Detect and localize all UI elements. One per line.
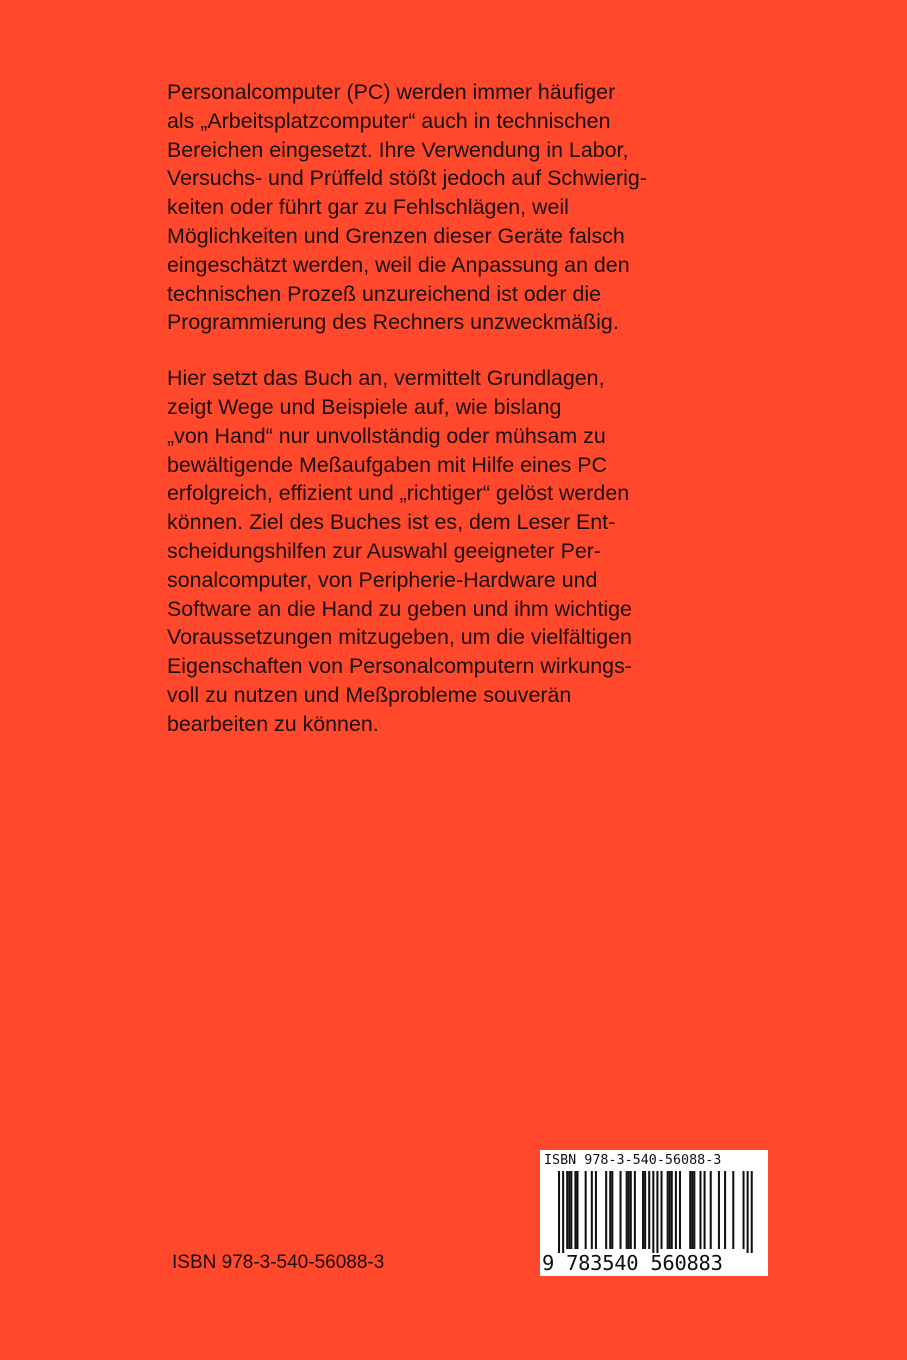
- barcode-bars: [540, 1171, 768, 1253]
- barcode-digits: 9 783540 560883: [542, 1251, 723, 1275]
- blurb-line: keiten oder führt gar zu Fehlschlägen, weil: [167, 195, 569, 220]
- blurb-line: Hier setzt das Buch an, vermittelt Grundlagen,: [167, 366, 605, 391]
- blurb-line: voll zu nutzen und Meßprobleme souverän: [167, 682, 572, 707]
- barcode-bar: [628, 1171, 630, 1249]
- barcode-bar: [743, 1171, 745, 1249]
- back-cover-blurb: [167, 78, 727, 739]
- barcode-bar: [568, 1171, 570, 1249]
- barcode-bar: [747, 1171, 749, 1253]
- barcode-bar: [576, 1171, 578, 1249]
- blurb-line: sonalcomputer, von Peripherie-Hardware und: [167, 567, 598, 592]
- barcode-bar: [648, 1171, 650, 1249]
- blurb-line: Voraussetzungen mitzugeben, um die vielfältigen: [167, 625, 632, 650]
- barcode-bar: [634, 1171, 636, 1249]
- blurb-line: eingeschätzt werden, weil die Anpassung an den: [167, 252, 630, 277]
- blurb-line: Möglichkeiten und Grenzen dieser Geräte falsch: [167, 223, 625, 248]
- barcode-bar: [656, 1171, 658, 1253]
- blurb-line: erfolgreich, effizient und „richtiger“ gelöst werden: [167, 481, 630, 506]
- barcode-bar: [626, 1171, 628, 1249]
- barcode-bar: [671, 1171, 673, 1249]
- barcode-bar: [570, 1171, 572, 1249]
- blurb-line: „von Hand“ nur unvollständig oder mühsam zu: [167, 423, 606, 448]
- barcode-bar: [679, 1171, 681, 1249]
- barcode-bar: [609, 1171, 611, 1249]
- isbn-label: ISBN 978-3-540-56088-3: [172, 1252, 385, 1273]
- blurb-line: bewältigende Meßaufgaben mit Hilfe eines PC: [167, 452, 607, 477]
- isbn-barcode: [540, 1150, 768, 1276]
- barcode-bar: [724, 1171, 726, 1249]
- blurb-paragraph-1: [167, 78, 727, 337]
- blurb-line: Bereichen eingesetzt. Ihre Verwendung in Labor,: [167, 137, 629, 162]
- blurb-line: als „Arbeitsplatzcomputer“ auch in technischen: [167, 108, 611, 133]
- barcode-bar: [710, 1171, 712, 1249]
- barcode-bar: [644, 1171, 646, 1249]
- barcode-isbn-text: ISBN 978-3-540-56088-3: [544, 1153, 722, 1168]
- barcode-bar: [691, 1171, 693, 1249]
- blurb-line: technischen Prozeß unzureichend ist oder die: [167, 281, 602, 306]
- barcode-bar: [566, 1171, 568, 1249]
- blurb-line: Versuchs- und Prüffeld stößt jedoch auf Schwierig-: [167, 166, 647, 191]
- blurb-line: Software an die Hand zu geben und ihm wichtige: [167, 596, 632, 621]
- barcode-bar: [558, 1171, 560, 1253]
- barcode-bar: [630, 1171, 632, 1249]
- barcode-bar: [704, 1171, 706, 1249]
- barcode-bar: [661, 1171, 663, 1249]
- barcode-bar: [605, 1171, 607, 1249]
- barcode-bar: [652, 1171, 654, 1253]
- barcode-bar: [562, 1171, 564, 1253]
- barcode-bar: [699, 1171, 701, 1249]
- barcode-bar: [718, 1171, 720, 1249]
- blurb-line: Personalcomputer (PC) werden immer häufiger: [167, 80, 616, 104]
- blurb-line: Programmierung des Rechners unzweckmäßig.: [167, 310, 619, 335]
- blurb-paragraph-2: [167, 364, 727, 738]
- barcode-bar: [595, 1171, 597, 1249]
- barcode-bar: [669, 1171, 671, 1249]
- barcode-bar: [732, 1171, 734, 1249]
- blurb-line: Eigenschaften von Personalcomputern wirkungs-: [167, 654, 632, 679]
- barcode-bar: [585, 1171, 587, 1249]
- barcode-bar: [675, 1171, 677, 1249]
- blurb-line: scheidungshilfen zur Auswahl geeigneter Per-: [167, 538, 602, 563]
- barcode-bar: [574, 1171, 576, 1249]
- barcode-bar: [693, 1171, 695, 1249]
- barcode-bar: [620, 1171, 622, 1249]
- blurb-line: können. Ziel des Buches ist es, dem Leser Ent-: [167, 510, 616, 535]
- barcode-bar: [642, 1171, 644, 1249]
- barcode-bar: [751, 1171, 753, 1253]
- blurb-line: zeigt Wege und Beispiele auf, wie bislang: [167, 394, 562, 419]
- barcode-bar: [667, 1171, 669, 1249]
- barcode-bar: [611, 1171, 613, 1249]
- barcode-bar: [689, 1171, 691, 1249]
- blurb-line: bearbeiten zu können.: [167, 711, 379, 736]
- barcode-bar: [591, 1171, 593, 1249]
